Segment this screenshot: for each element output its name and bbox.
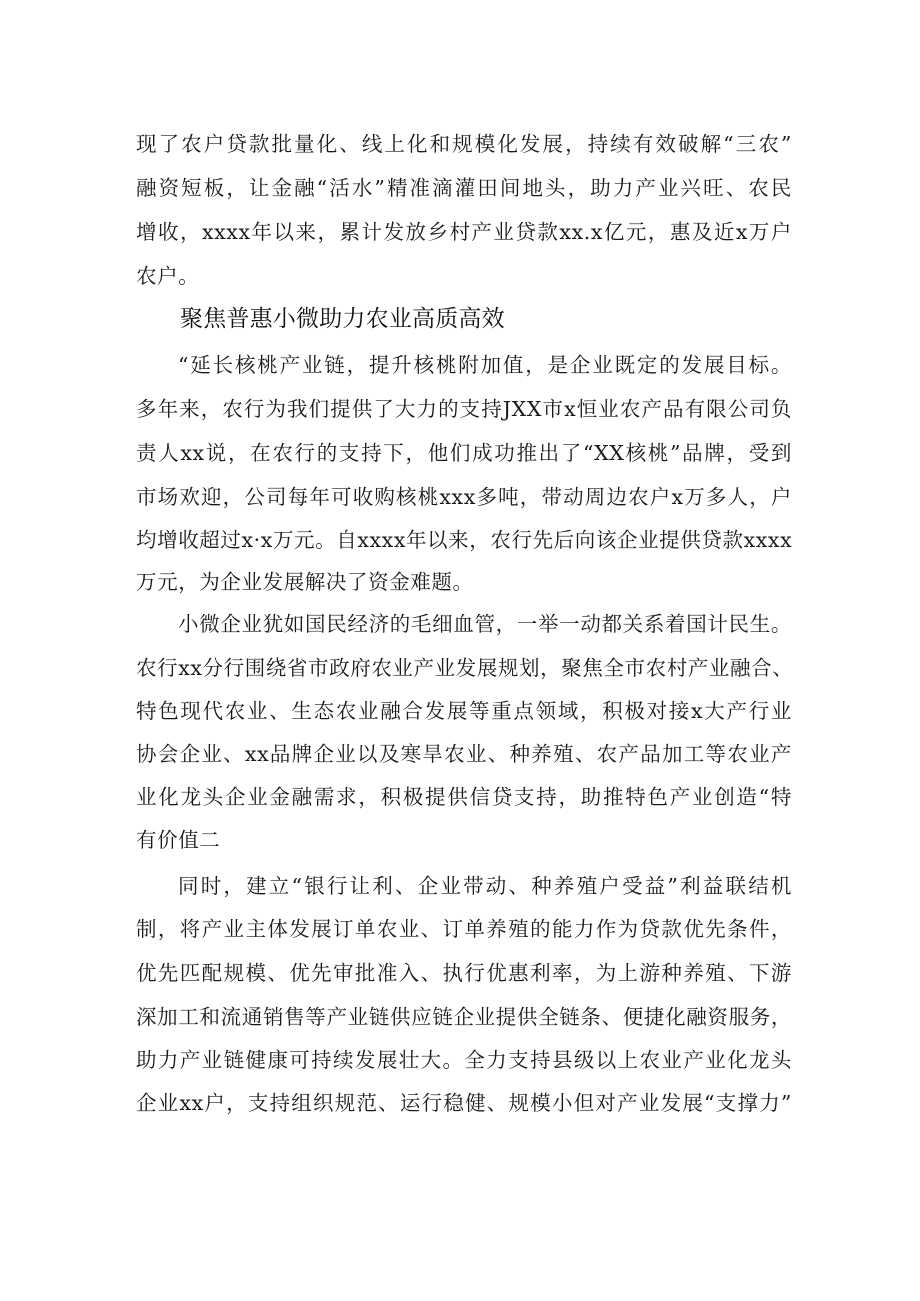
text-line: 制，将产业主体发展订单农业、订单养殖的能力作为贷款优先条件， [136, 917, 792, 941]
text-line: 助力产业链健康可持续发展壮大。全力支持县级以上农业产业化龙头 [136, 1048, 792, 1072]
text-line: 责人xx说，在农行的支持下，他们成功推出了“XX核桃”品牌，受到 [136, 441, 792, 465]
text-line: 均增收超过x·x万元。自xxxx年以来，农行先后向该企业提供贷款xxxx [136, 528, 793, 552]
text-line: “延长核桃产业链，提升核桃附加值，是企业既定的发展目标。 [178, 353, 792, 377]
text-line: 融资短板，让金融“活水”精准滴灌田间地头，助力产业兴旺、农民 [136, 176, 792, 200]
text-line: 同时，建立“银行让利、企业带动、种养殖户受益”利益联结机 [178, 874, 792, 898]
text-line: 市场欢迎，公司每年可收购核桃xxx多吨，带动周边农户x万多人，户 [136, 485, 792, 509]
text-line: 农行xx分行围绕省市政府农业产业发展规划，聚焦全市农村产业融合、 [136, 656, 794, 680]
text-line: 农户。 [136, 264, 200, 288]
text-line: 企业xx户，支持组织规范、运行稳健、规模小但对产业发展“支撑力” [136, 1091, 792, 1115]
text-line: 深加工和流通销售等产业链供应链企业提供全链条、便捷化融资服务， [136, 1005, 792, 1029]
section-heading: 聚焦普惠小微助力农业高质高效 [180, 306, 505, 332]
text-line: 特色现代农业、生态农业融合发展等重点领域，积极对接x大产行业 [136, 699, 792, 723]
text-line: 优先匹配规模、优先审批准入、执行优惠利率，为上游种养殖、下游 [136, 961, 792, 985]
text-line: 业化龙头企业金融需求，积极提供信贷支持，助推特色产业创造“特 [136, 785, 792, 809]
text-line: 增收，xxxx年以来，累计发放乡村产业贷款xx.x亿元，惠及近x万户 [136, 220, 792, 244]
text-line: 多年来，农行为我们提供了大力的支持JXX市x恒业农产品有限公司负 [136, 397, 792, 421]
text-line: 万元，为企业发展解决了资金难题。 [136, 570, 474, 594]
text-line: 现了农户贷款批量化、线上化和规模化发展，持续有效破解“三农” [136, 132, 792, 156]
text-line: 协会企业、xx品牌企业以及寒旱农业、种养殖、农产品加工等农业产 [136, 742, 792, 766]
text-line: 有价值二 [136, 828, 221, 852]
text-line: 小微企业犹如国民经济的毛细血管，一举一动都关系着国计民生。 [178, 612, 792, 636]
